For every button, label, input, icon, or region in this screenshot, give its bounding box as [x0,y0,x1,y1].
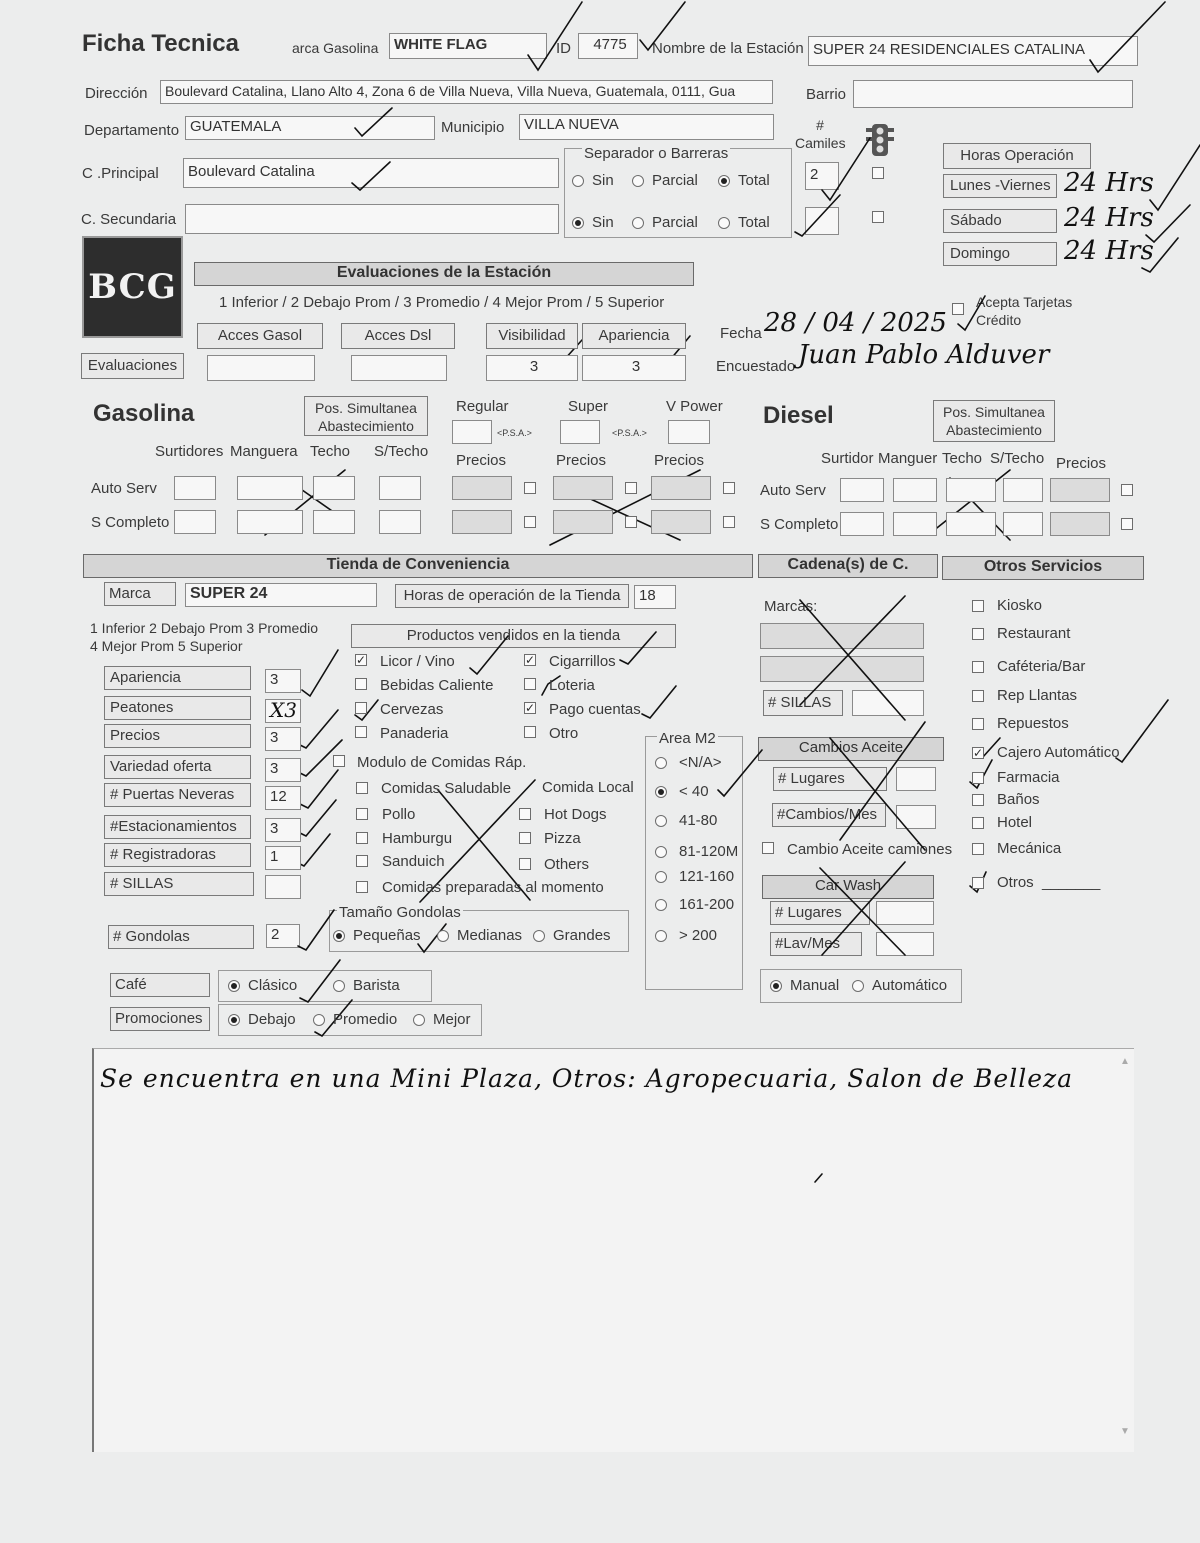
producto-checkbox-0[interactable]: ✓ [356,653,367,667]
cprincipal-field[interactable]: Boulevard Catalina [183,158,559,188]
diesel-col-1: Manguer [878,450,938,467]
gasolina-cell-0-2[interactable] [313,476,355,500]
area-label-3: 81-120M [679,843,739,860]
carwash-lugares-field[interactable] [876,901,934,925]
cambios-lugares-label: # Lugares [773,767,887,791]
municipio-label: Municipio [441,119,505,136]
otros-label-2: Caféteria/Bar [997,658,1086,675]
gasolina-precios-1: Precios [556,452,607,469]
carwash-lugares-label: # Lugares [770,901,870,925]
area-radio-0[interactable] [655,757,667,769]
comida-label-1: Pollo [382,806,416,823]
producto-checkbox-6[interactable] [355,726,367,738]
gasolina-row-label-0: Auto Serv [91,480,157,497]
bcg-logo-text: BCG [88,267,177,307]
cadena-sillas-field[interactable] [852,690,924,716]
otros-checkbox-1[interactable] [972,628,984,640]
diesel-cell-1-1[interactable] [893,512,937,536]
csecundaria-field[interactable] [185,204,559,234]
gasolina-cell-0-0[interactable] [174,476,216,500]
area-label-0: <N/A> [679,754,722,771]
otros-label-3: Rep Llantas [997,687,1078,704]
cafe-label-0: Clásico [248,977,298,994]
rating-value-3[interactable]: 3 [265,758,301,782]
tienda-marca-label: Marca [104,582,176,606]
otros-checkbox-4[interactable] [972,718,984,730]
id-label: ID [556,40,571,57]
area-label-2: 41-80 [679,812,718,829]
gasolina-cell-0-1[interactable] [237,476,303,500]
otros-label-5: Cajero Automático [997,744,1120,761]
gasolina-precios-0: Precios [456,452,507,469]
rating-value-2[interactable]: 3 [265,727,301,751]
gasolina-price-1-1[interactable] [553,510,613,534]
tamano-radio-1[interactable] [437,930,449,942]
bcg-logo [82,236,183,338]
otros-checkbox-2[interactable] [972,661,984,673]
notes-text: Se encuentra en una Mini Plaza, Otros: Agropecuaria, Salon de Belleza [100,1064,1074,1093]
rating-label-4: # Puertas Neveras [104,783,251,807]
otros-label-8: Hotel [997,814,1033,831]
horas-row-value-2[interactable]: 24 Hrs [1064,236,1154,266]
tamano-label-0: Pequeñas [353,927,421,944]
check-mark [296,834,330,866]
gasolina-title: Gasolina [93,400,195,427]
tienda-title: Tienda de Conveniencia [83,554,753,578]
estacion-field[interactable]: SUPER 24 RESIDENCIALES CATALINA [808,36,1138,66]
diesel-price-check-1[interactable] [1121,518,1133,530]
cprincipal-label: C .Principal [82,165,159,182]
modulo-label: Modulo de Comidas Ráp. [357,754,527,771]
otros-checkbox-10[interactable] [972,877,984,889]
producto-label-7: Otro [549,725,579,742]
sep-secundaria-radio-0[interactable] [572,217,584,229]
tamano-label-1: Medianas [457,927,523,944]
carwash-title: Car Wash [762,875,934,899]
carwash-lavmes-label: #Lav/Mes [770,932,862,956]
gasolina-precios-2: Precios [654,452,705,469]
otros-blank: _______ [1042,874,1101,891]
gasolina-col-2: Techo [310,443,351,460]
rating-label-1: Peatones [104,696,251,720]
gasolina-row-label-1: S Completo [91,514,170,531]
marca-cadena-1[interactable] [760,623,924,649]
gasolina-pos-label: Pos. Simultanea Abastecimiento [304,396,428,436]
sep-principal-label-0: Sin [592,172,614,189]
horas-row-label-2: Domingo [943,242,1057,266]
notes-textarea[interactable] [92,1048,1134,1452]
sep-secundaria-label-1: Parcial [652,214,698,231]
horas-row-value-0[interactable]: 24 Hrs [1064,168,1154,198]
diesel-cell-1-0[interactable] [840,512,884,536]
page-title: Ficha Tecnica [82,30,239,57]
comida-label-4: Comidas preparadas al momento [382,879,604,896]
producto-label-1: Cigarrillos [549,653,616,670]
wash-label-1: Automático [872,977,948,994]
diesel-col-3: S/Techo [990,450,1045,467]
evaluaciones-label: Evaluaciones [81,353,184,379]
check-mark [300,770,338,808]
area-title: Area M2 [659,730,716,747]
gasolina-cell-0-3[interactable] [379,476,421,500]
comida-local-label-0: Hot Dogs [544,806,607,823]
sep-secundaria-radio-1[interactable] [632,217,644,229]
check-mark [642,686,676,718]
direccion-label: Dirección [85,85,148,102]
producto-checkbox-5[interactable]: ✓ [525,701,536,715]
otros-checkbox-5[interactable]: ✓ [973,746,984,760]
evaluaciones-title: Evaluaciones de la Estación [194,262,694,286]
diesel-pos-label: Pos. Simultanea Abastecimiento [933,400,1055,442]
gasolina-price-0-1[interactable] [553,476,613,500]
rating-label-5: #Estacionamientos [104,815,251,839]
gasolina-cell-1-1[interactable] [237,510,303,534]
promo-radio-2[interactable] [413,1014,425,1026]
gasolina-product-1: Super [568,398,609,415]
comida-checkbox-2[interactable] [356,832,368,844]
eval-col-label-1: Acces Dsl [341,323,455,349]
area-radio-2[interactable] [655,815,667,827]
promo-radio-1[interactable] [313,1014,325,1026]
producto-label-4: Cervezas [380,701,444,718]
diesel-title: Diesel [763,402,834,429]
modulo-checkbox[interactable] [333,755,345,767]
promo-label-1: Promedio [333,1011,398,1028]
producto-label-3: Loteria [549,677,595,694]
promo-radio-0[interactable] [228,1014,240,1026]
diesel-price-check-0[interactable] [1121,484,1133,496]
semaforo-principal-checkbox[interactable] [872,167,884,179]
encuestado-value[interactable]: Juan Pablo Alduver [798,340,1050,370]
rating-value-5[interactable]: 3 [265,818,301,842]
area-label-1: < 40 [679,783,709,800]
eval-col-label-3: Apariencia [582,323,686,349]
gasolina-price-check-0-2[interactable] [723,482,735,494]
diesel-row-label-1: S Completo [760,516,839,533]
tarjetas-label: Acepta Tarjetas Crédito [976,294,1073,328]
otros-title: Otros Servicios [942,556,1144,580]
area-radio-4[interactable] [655,871,667,883]
otros-checkbox-7[interactable] [972,794,984,806]
tarjetas-checkbox[interactable] [952,303,964,315]
gasolina-price-check-1-2[interactable] [723,516,735,528]
cafe-label-1: Barista [353,977,400,994]
cambios-lugares-field[interactable] [896,767,936,791]
area-radio-1[interactable] [655,786,667,798]
tienda-marca-field[interactable]: SUPER 24 [185,583,377,607]
marca-gasolina-field[interactable]: WHITE FLAG [389,33,547,59]
wash-label-0: Manual [790,977,840,994]
sep-principal-label-2: Total [738,172,770,189]
producto-checkbox-1[interactable]: ✓ [525,653,536,667]
gasolina-product-2: V Power [666,398,723,415]
comida-local-checkbox-1[interactable] [519,832,531,844]
producto-label-5: Pago cuentas [549,701,641,718]
otros-checkbox-9[interactable] [972,843,984,855]
producto-checkbox-2[interactable] [355,678,367,690]
eval-col-label-0: Acces Gasol [197,323,323,349]
tienda-horas-field[interactable]: 18 [634,585,676,609]
area-label-6: > 200 [679,927,717,944]
csecundaria-label: C. Secundaria [81,211,177,228]
area-label-5: 161-200 [679,896,735,913]
diesel-price-0[interactable] [1050,478,1110,502]
comida-local-checkbox-2[interactable] [519,858,531,870]
gasolina-price-check-1-1[interactable] [625,516,637,528]
comida-label-0: Comidas Saludable [381,780,512,797]
gasolina-product-0: Regular [456,398,509,415]
eval-col-value-2[interactable]: 3 [486,355,578,381]
diesel-price-1[interactable] [1050,512,1110,536]
horas-row-value-1[interactable]: 24 Hrs [1064,203,1154,233]
municipio-field[interactable]: VILLA NUEVA [519,114,774,140]
direccion-field[interactable]: Boulevard Catalina, Llano Alto 4, Zona 6 de Villa Nueva, Villa Nueva, Guatemala, 0111, Gua [160,80,773,104]
comida-local-label: Comida Local [542,779,634,796]
diesel-col-2: Techo [942,450,983,467]
gasolina-price-1-2[interactable] [651,510,711,534]
eval-col-value-3[interactable]: 3 [582,355,686,381]
otros-label-6: Farmacia [997,769,1060,786]
productos-title: Productos vendidos en la tienda [351,624,676,648]
cambios-mes-field[interactable] [896,805,936,829]
gondolas-field[interactable]: 2 [266,924,300,948]
cambio-camiones-checkbox[interactable] [762,842,774,854]
otros-label-0: Kiosko [997,597,1043,614]
marcas-label: Marcas: [764,598,818,615]
scroll-down-icon[interactable]: ▼ [1120,1426,1130,1437]
cadena-sillas-label: # SILLAS [763,690,843,716]
wash-radio-0[interactable] [770,980,782,992]
barrio-label: Barrio [806,86,847,103]
gasolina-psa-label-0: <P.S.A.> [497,428,532,438]
area-radio-6[interactable] [655,930,667,942]
diesel-cell-0-3[interactable] [1003,478,1043,502]
check-mark [298,800,336,836]
gasolina-psa-field-1[interactable] [560,420,600,444]
gasolina-psa-field-0[interactable] [452,420,492,444]
check-mark [1116,700,1168,762]
producto-checkbox-7[interactable] [524,726,536,738]
diesel-cell-0-2[interactable] [946,478,996,502]
comida-label-2: Hamburgu [382,830,453,847]
promo-label-0: Debajo [248,1011,296,1028]
departamento-field[interactable]: GUATEMALA [185,116,435,140]
rating-value-4[interactable]: 12 [265,786,301,810]
otros-checkbox-0[interactable] [972,600,984,612]
check-mark [1150,145,1200,210]
gasolina-price-check-0-0[interactable] [524,482,536,494]
cambios-mes-label: #Cambios/Mes [772,803,886,827]
estacion-label: Nombre de la Estación [652,40,804,57]
gasolina-psa-label-1: <P.S.A.> [612,428,647,438]
horas-row-label-1: Sábado [943,209,1057,233]
sep-secundaria-label-2: Total [738,214,770,231]
area-label-4: 121-160 [679,868,735,885]
gasolina-psa-field-2[interactable] [668,420,710,444]
rating-value-6[interactable]: 1 [265,846,301,870]
diesel-col-0: Surtidor [821,450,874,467]
otros-label-4: Repuestos [997,715,1069,732]
carwash-lavmes-field[interactable] [876,932,934,956]
semaforo-secundaria-checkbox[interactable] [872,211,884,223]
barrio-field[interactable] [853,80,1133,108]
producto-checkbox-3[interactable] [524,678,536,690]
sep-secundaria-radio-2[interactable] [718,217,730,229]
area-group [645,736,743,990]
gasolina-cell-1-0[interactable] [174,510,216,534]
diesel-cell-1-3[interactable] [1003,512,1043,536]
otros-checkbox-3[interactable] [972,690,984,702]
producto-checkbox-4[interactable] [355,702,367,714]
sep-principal-radio-0[interactable] [572,175,584,187]
gasolina-cell-1-3[interactable] [379,510,421,534]
cafe-radio-0[interactable] [228,980,240,992]
gasolina-price-check-0-1[interactable] [625,482,637,494]
gasolina-price-1-0[interactable] [452,510,512,534]
diesel-cell-0-1[interactable] [893,478,937,502]
gasolina-price-check-1-0[interactable] [524,516,536,528]
id-field[interactable]: 4775 [578,33,638,59]
comida-checkbox-1[interactable] [356,808,368,820]
rating-value-1[interactable]: X3 [265,699,301,723]
gasolina-col-0: Surtidores [155,443,224,460]
eval-col-label-2: Visibilidad [486,323,578,349]
gasolina-col-3: S/Techo [374,443,429,460]
tienda-scale-2: 4 Mejor Prom 5 Superior [90,638,243,654]
diesel-cell-0-0[interactable] [840,478,884,502]
sep-principal-radio-2[interactable] [718,175,730,187]
otros-label-9: Mecánica [997,840,1062,857]
otros-label-10: Otros [997,874,1034,891]
comida-local-checkbox-0[interactable] [519,808,531,820]
sep-principal-label-1: Parcial [652,172,698,189]
otros-checkbox-8[interactable] [972,817,984,829]
rating-label-6: # Registradoras [104,843,251,867]
tamano-label-2: Grandes [553,927,611,944]
rating-label-3: Variedad oferta [104,755,251,779]
check-mark [302,650,338,696]
check-mark [298,710,338,748]
separador-label: Separador o Barreras [584,145,729,162]
comida-label-3: Sanduich [382,853,445,870]
marca-gasolina-label: arca Gasolina [292,40,379,56]
promo-label-2: Mejor [433,1011,471,1028]
horas-operacion-title: Horas Operación [943,143,1091,169]
rating-value-7[interactable] [265,875,301,899]
fecha-label: Fecha [720,325,762,342]
otros-checkbox-6[interactable] [972,772,984,784]
producto-label-0: Licor / Vino [380,653,455,670]
eval-col-value-0[interactable] [207,355,315,381]
otros-label-1: Restaurant [997,625,1071,642]
gasolina-cell-1-2[interactable] [313,510,355,534]
scroll-up-icon[interactable]: ▲ [1120,1056,1130,1067]
marca-cadena-2[interactable] [760,656,924,682]
eval-col-value-1[interactable] [351,355,447,381]
diesel-row-label-0: Auto Serv [760,482,826,499]
tamano-radio-0[interactable] [333,930,345,942]
comida-checkbox-3[interactable] [356,855,368,867]
area-radio-3[interactable] [655,846,667,858]
rating-label-2: Precios [104,724,251,748]
cafe-label: Café [110,973,210,997]
horas-row-label-0: Lunes -Viernes [943,174,1057,198]
cambios-aceite-title: Cambios Aceite [758,737,944,761]
sep-secundaria-label-0: Sin [592,214,614,231]
diesel-col-4: Precios [1056,455,1107,472]
camiones-secundaria-field[interactable] [805,207,839,235]
comida-checkbox-0[interactable] [356,782,368,794]
gasolina-col-1: Manguera [230,443,298,460]
otros-label-7: Baños [997,791,1040,808]
tienda-horas-label: Horas de operación de la Tienda [395,584,629,608]
comida-local-label-2: Others [544,856,590,873]
departamento-label: Departamento [84,122,180,139]
sep-principal-radio-1[interactable] [632,175,644,187]
camiones-principal-field[interactable]: 2 [805,162,839,190]
camiones-label: # Camiles [795,117,846,151]
tamano-radio-2[interactable] [533,930,545,942]
wash-radio-1[interactable] [852,980,864,992]
gasolina-price-0-0[interactable] [452,476,512,500]
promo-label: Promociones [110,1007,210,1031]
tamano-label: Tamaño Gondolas [339,904,461,921]
producto-label-6: Panaderia [380,725,449,742]
comida-checkbox-4[interactable] [356,881,368,893]
comida-local-label-1: Pizza [544,830,581,847]
area-radio-5[interactable] [655,899,667,911]
tienda-scale-1: 1 Inferior 2 Debajo Prom 3 Promedio [90,620,318,636]
rating-value-0[interactable]: 3 [265,669,301,693]
cambio-camiones-label: Cambio Aceite camiones [787,841,953,858]
rating-label-0: Apariencia [104,666,251,690]
fecha-value[interactable]: 28 / 04 / 2025 [764,308,947,338]
diesel-cell-1-2[interactable] [946,512,996,536]
cafe-radio-1[interactable] [333,980,345,992]
rating-label-7: # SILLAS [104,872,254,896]
traffic-light-icon [864,122,896,163]
evaluaciones-scale: 1 Inferior / 2 Debajo Prom / 3 Promedio / 4 Mejor Prom / 5 Superior [219,294,665,311]
encuestado-label: Encuestado [716,358,796,375]
producto-label-2: Bebidas Caliente [380,677,494,694]
gondolas-label: # Gondolas [108,925,254,949]
cadenas-title: Cadena(s) de C. [758,554,938,578]
gasolina-price-0-2[interactable] [651,476,711,500]
